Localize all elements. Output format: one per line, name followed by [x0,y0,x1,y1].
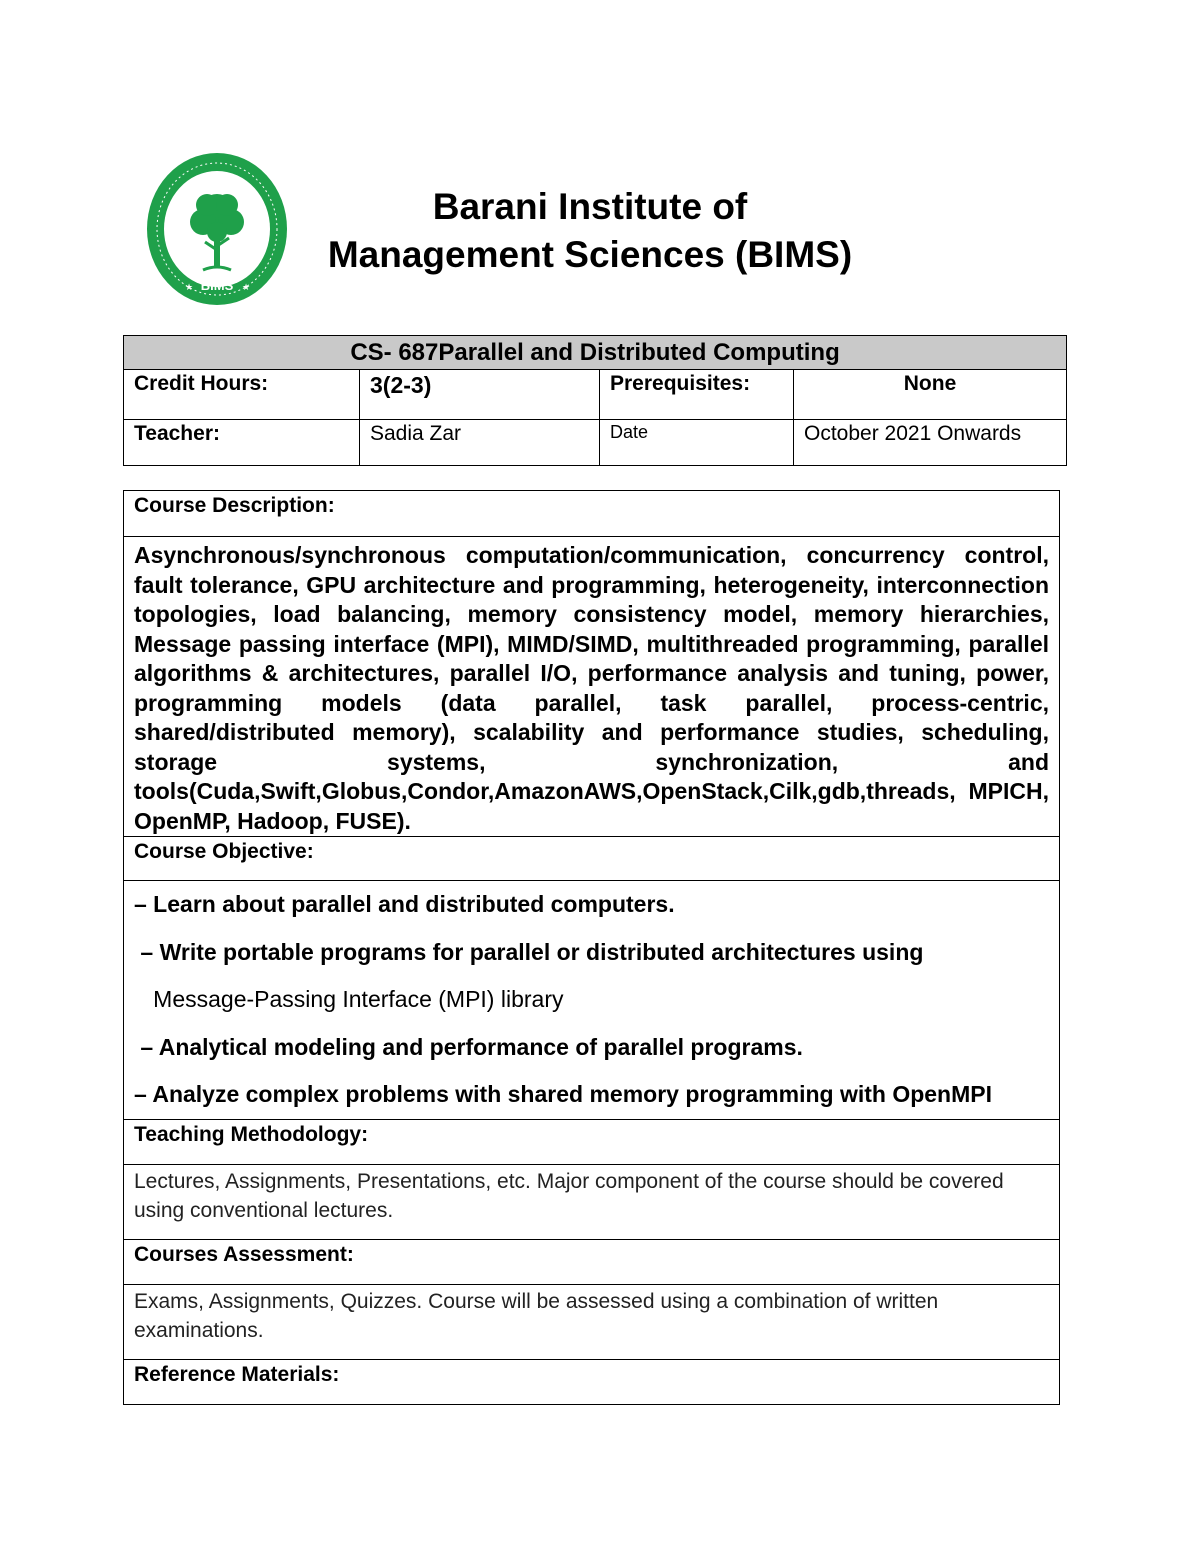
objective-item: – Write portable programs for parallel or distributed architectures using [134,938,924,965]
teacher-label: Teacher: [124,420,360,466]
institute-title-line2: Management Sciences (BIMS) [327,234,853,275]
teaching-methodology-text: Lectures, Assignments, Presentations, etc. Major component of the course should be covered using conventional lectures. [124,1164,1060,1239]
bims-logo [145,150,290,308]
course-details-table [123,490,1060,1405]
course-info-table [123,335,1067,466]
svg-text:★: ★ [242,283,251,293]
prerequisites-value: None [794,370,1067,420]
objective-item: – Analyze complex problems with shared memory programming with OpenMPI [134,1081,992,1107]
credit-hours-value: 3(2-3) [360,370,600,420]
course-objective-label: Course Objective: [124,837,1060,881]
teacher-value: Sadia Zar [360,420,600,466]
course-title: CS- 687Parallel and Distributed Computing [124,336,1067,370]
svg-text:★: ★ [185,283,194,293]
course-objective-list [124,881,1060,1120]
prerequisites-label: Prerequisites: [600,370,794,420]
institute-title [300,183,880,279]
course-description-label: Course Description: [124,491,1060,537]
objective-item: Message-Passing Interface (MPI) library [134,986,564,1012]
date-label: Date [600,420,794,466]
institute-title-line1: Barani Institute of [432,186,748,227]
objective-item: – Learn about parallel and distributed computers. [134,891,675,917]
date-value: October 2021 Onwards [794,420,1067,466]
objective-item: – Analytical modeling and performance of parallel programs. [134,1033,803,1060]
bims-logo-icon [145,150,290,308]
teaching-methodology-label: Teaching Methodology: [124,1119,1060,1164]
course-description-text: Asynchronous/synchronous computation/communication, concurrency control, fault tolerance, GPU architecture and programming, heterogeneity, interconnection topologies, load balancing, memory consistency model, memory hierarchies, Message passing interface (MPI), MIMD/SIMD, multithreaded programming, parallel algorithms & architectures, parallel I/O, performance analysis and tuning, power, programming models (data parallel, task parallel, process-centric, shared/distributed memory), scalability and performance studies, scheduling, storage systems, synchronization, and tools(Cuda,Swift,Globus,Condor,AmazonAWS,OpenStack,Cilk,gdb,threads, MPICH, OpenMP, Hadoop, FUSE). [124,537,1060,837]
course-assessment-text: Exams, Assignments, Quizzes. Course will be assessed using a combination of written examinations. [124,1284,1060,1359]
reference-materials-label: Reference Materials: [124,1359,1060,1404]
course-assessment-label: Courses Assessment: [124,1239,1060,1284]
credit-hours-label: Credit Hours: [124,370,360,420]
logo-label: BIMS [200,278,234,293]
